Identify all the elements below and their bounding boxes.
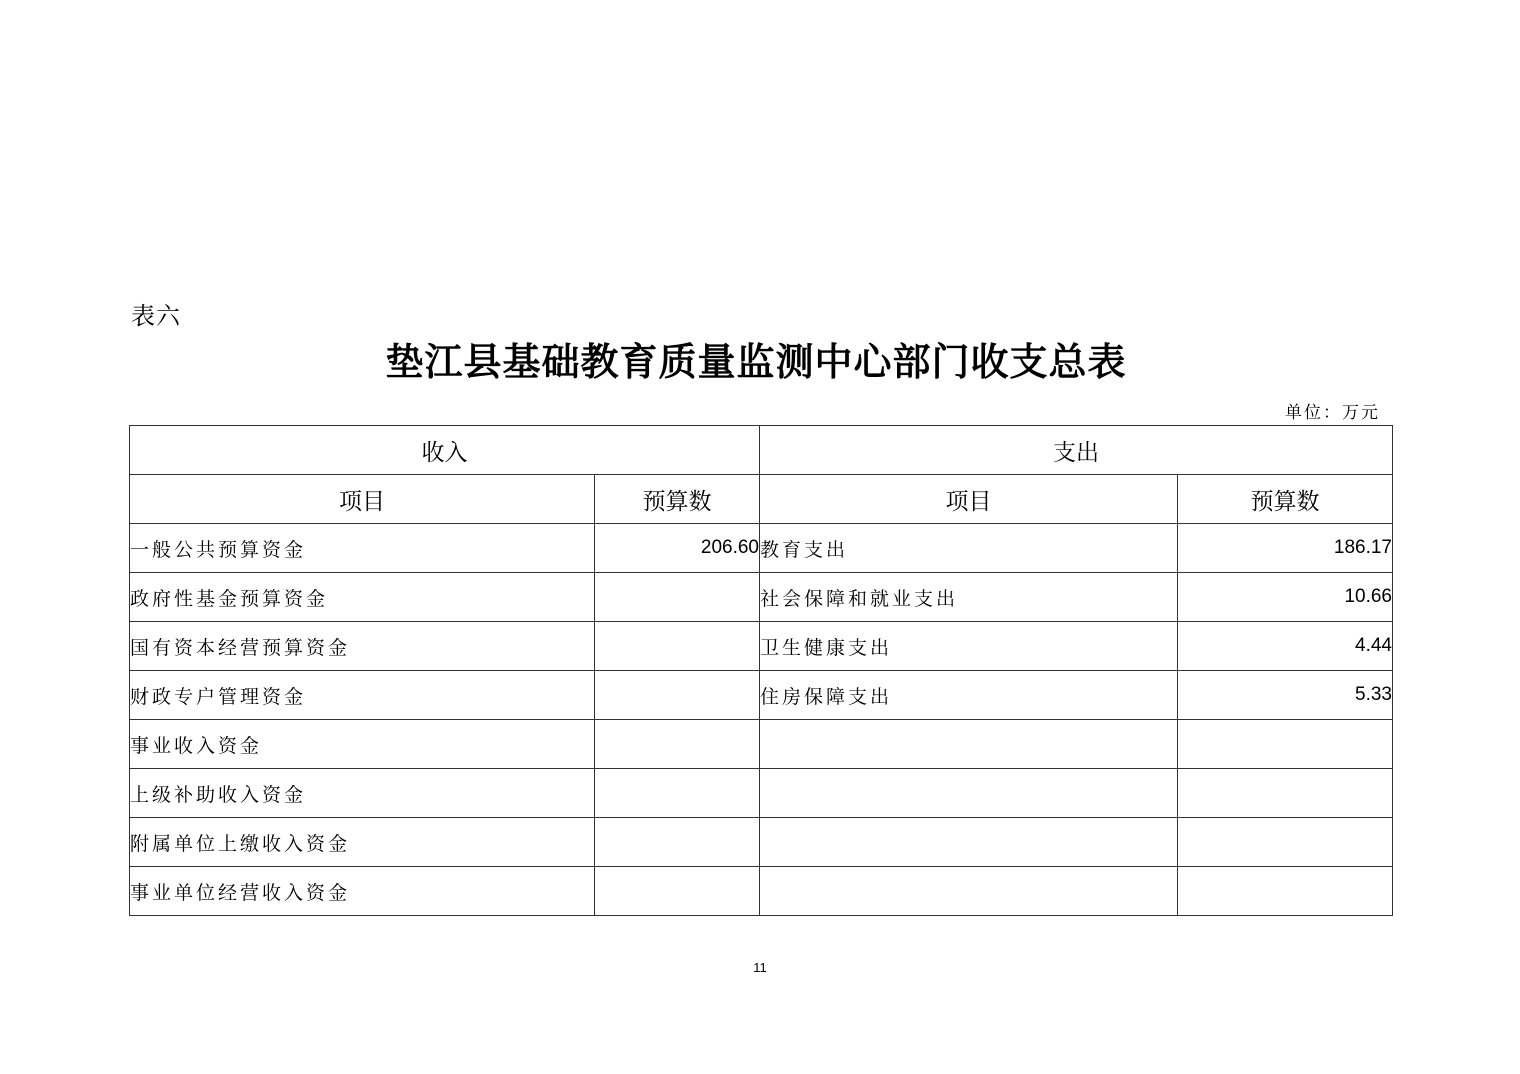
document-title: 垫江县基础教育质量监测中心部门收支总表 bbox=[385, 339, 1127, 384]
expense-amount-cell: 186.17 bbox=[1178, 524, 1393, 573]
table-row bbox=[130, 867, 1393, 916]
expense-amount-cell: 4.44 bbox=[1178, 622, 1393, 671]
income-amount-cell bbox=[595, 622, 760, 671]
income-amount-cell: 206.60 bbox=[595, 524, 760, 573]
income-amount-column-header: 预算数 bbox=[595, 475, 760, 524]
expense-item-column-header: 项目 bbox=[760, 475, 1178, 524]
unit-label: 单位：万元 bbox=[1285, 403, 1380, 423]
income-group-header: 收入 bbox=[130, 426, 760, 475]
table-row bbox=[130, 524, 1393, 573]
table-row bbox=[130, 622, 1393, 671]
table-row bbox=[130, 769, 1393, 818]
column-header-row bbox=[130, 475, 1393, 524]
income-amount-cell bbox=[595, 867, 760, 916]
income-item-cell: 政府性基金预算资金 bbox=[130, 573, 595, 622]
income-amount-cell bbox=[595, 769, 760, 818]
table-row bbox=[130, 671, 1393, 720]
page-number: 11 bbox=[753, 960, 767, 975]
income-item-cell: 国有资本经营预算资金 bbox=[130, 622, 595, 671]
expense-item-cell: 社会保障和就业支出 bbox=[760, 573, 1178, 622]
income-item-cell: 事业单位经营收入资金 bbox=[130, 867, 595, 916]
income-amount-cell bbox=[595, 818, 760, 867]
table-row bbox=[130, 573, 1393, 622]
income-item-cell: 上级补助收入资金 bbox=[130, 769, 595, 818]
expense-amount-cell: 5.33 bbox=[1178, 671, 1393, 720]
expense-item-cell bbox=[760, 818, 1178, 867]
expense-item-cell: 卫生健康支出 bbox=[760, 622, 1178, 671]
income-item-cell: 附属单位上缴收入资金 bbox=[130, 818, 595, 867]
budget-summary-table bbox=[129, 425, 1393, 916]
expense-item-cell bbox=[760, 769, 1178, 818]
expense-item-cell: 住房保障支出 bbox=[760, 671, 1178, 720]
expense-group-header: 支出 bbox=[760, 426, 1393, 475]
expense-amount-cell bbox=[1178, 720, 1393, 769]
table-row bbox=[130, 818, 1393, 867]
expense-amount-cell bbox=[1178, 769, 1393, 818]
income-amount-cell bbox=[595, 671, 760, 720]
expense-item-cell bbox=[760, 867, 1178, 916]
income-item-cell: 事业收入资金 bbox=[130, 720, 595, 769]
income-amount-cell bbox=[595, 573, 760, 622]
expense-amount-cell bbox=[1178, 818, 1393, 867]
expense-item-cell bbox=[760, 720, 1178, 769]
expense-amount-column-header: 预算数 bbox=[1178, 475, 1393, 524]
income-item-cell: 财政专户管理资金 bbox=[130, 671, 595, 720]
income-item-cell: 一般公共预算资金 bbox=[130, 524, 595, 573]
table-label: 表六 bbox=[131, 302, 181, 330]
expense-amount-cell: 10.66 bbox=[1178, 573, 1393, 622]
table-row bbox=[130, 720, 1393, 769]
expense-amount-cell bbox=[1178, 867, 1393, 916]
expense-item-cell: 教育支出 bbox=[760, 524, 1178, 573]
income-item-column-header: 项目 bbox=[130, 475, 595, 524]
group-header-row bbox=[130, 426, 1393, 475]
income-amount-cell bbox=[595, 720, 760, 769]
